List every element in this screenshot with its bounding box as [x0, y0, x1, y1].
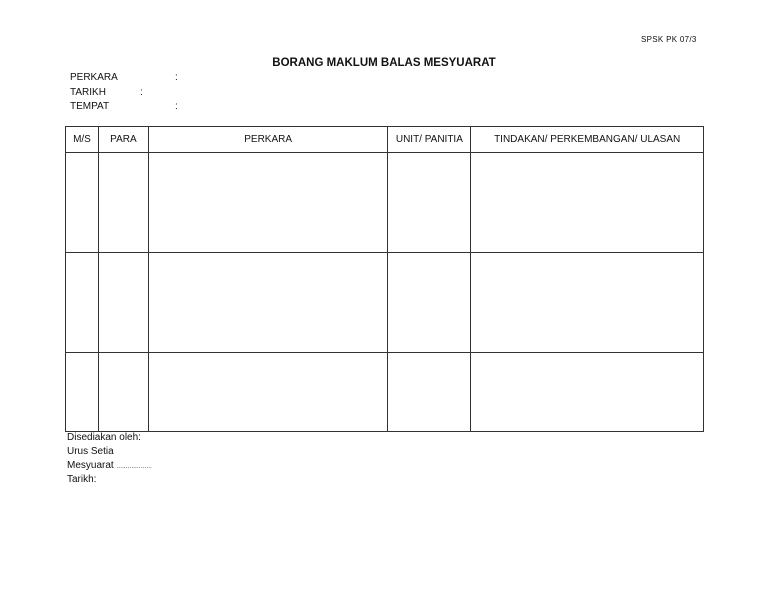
footer-meeting: [67, 460, 152, 471]
meta-tempat-label: TEMPAT: [70, 101, 110, 112]
footer-meeting-label: Mesyuarat: [67, 460, 114, 471]
feedback-table: [65, 126, 704, 432]
meta-tempat: [70, 101, 178, 112]
footer-date: Tarikh:: [67, 474, 97, 485]
table-cell[interactable]: [148, 253, 388, 353]
meta-perkara-label: PERKARA: [70, 72, 118, 83]
table-cell[interactable]: [98, 353, 148, 432]
meta-tarikh-label: TARIKH: [70, 87, 106, 98]
header-tindakan: TINDAKAN/ PERKEMBANGAN/ ULASAN: [471, 127, 704, 153]
table-cell[interactable]: [148, 153, 388, 253]
table-cell[interactable]: [471, 353, 704, 432]
table-cell[interactable]: [66, 253, 99, 353]
table-cell[interactable]: [388, 153, 471, 253]
table-cell[interactable]: [98, 153, 148, 253]
header-para: PARA: [98, 127, 148, 153]
footer-secretary: Urus Setia: [67, 446, 114, 457]
table-cell[interactable]: [66, 153, 99, 253]
table-row: [66, 253, 704, 353]
table-cell[interactable]: [471, 153, 704, 253]
form-code: SPSK PK 07/3: [641, 35, 697, 44]
meta-perkara-colon: :: [175, 72, 178, 83]
table-cell[interactable]: [388, 353, 471, 432]
table-cell[interactable]: [98, 253, 148, 353]
footer-meeting-dots: ...................: [116, 464, 152, 470]
table-cell[interactable]: [66, 353, 99, 432]
table-cell[interactable]: [471, 253, 704, 353]
footer-prepared-by: Disediakan oleh:: [67, 432, 141, 443]
meta-tempat-colon: :: [175, 101, 178, 112]
table-cell[interactable]: [148, 353, 388, 432]
meta-perkara: [70, 72, 178, 83]
table-row: [66, 153, 704, 253]
header-unit-panitia: UNIT/ PANITIA: [388, 127, 471, 153]
table-cell[interactable]: [388, 253, 471, 353]
table-header-row: [66, 127, 704, 153]
meta-tarikh: [70, 87, 143, 98]
meta-tarikh-colon: :: [140, 87, 143, 98]
header-perkara: PERKARA: [148, 127, 388, 153]
header-ms: M/S: [66, 127, 99, 153]
table-row: [66, 353, 704, 432]
page-title: BORANG MAKLUM BALAS MESYUARAT: [272, 57, 496, 69]
